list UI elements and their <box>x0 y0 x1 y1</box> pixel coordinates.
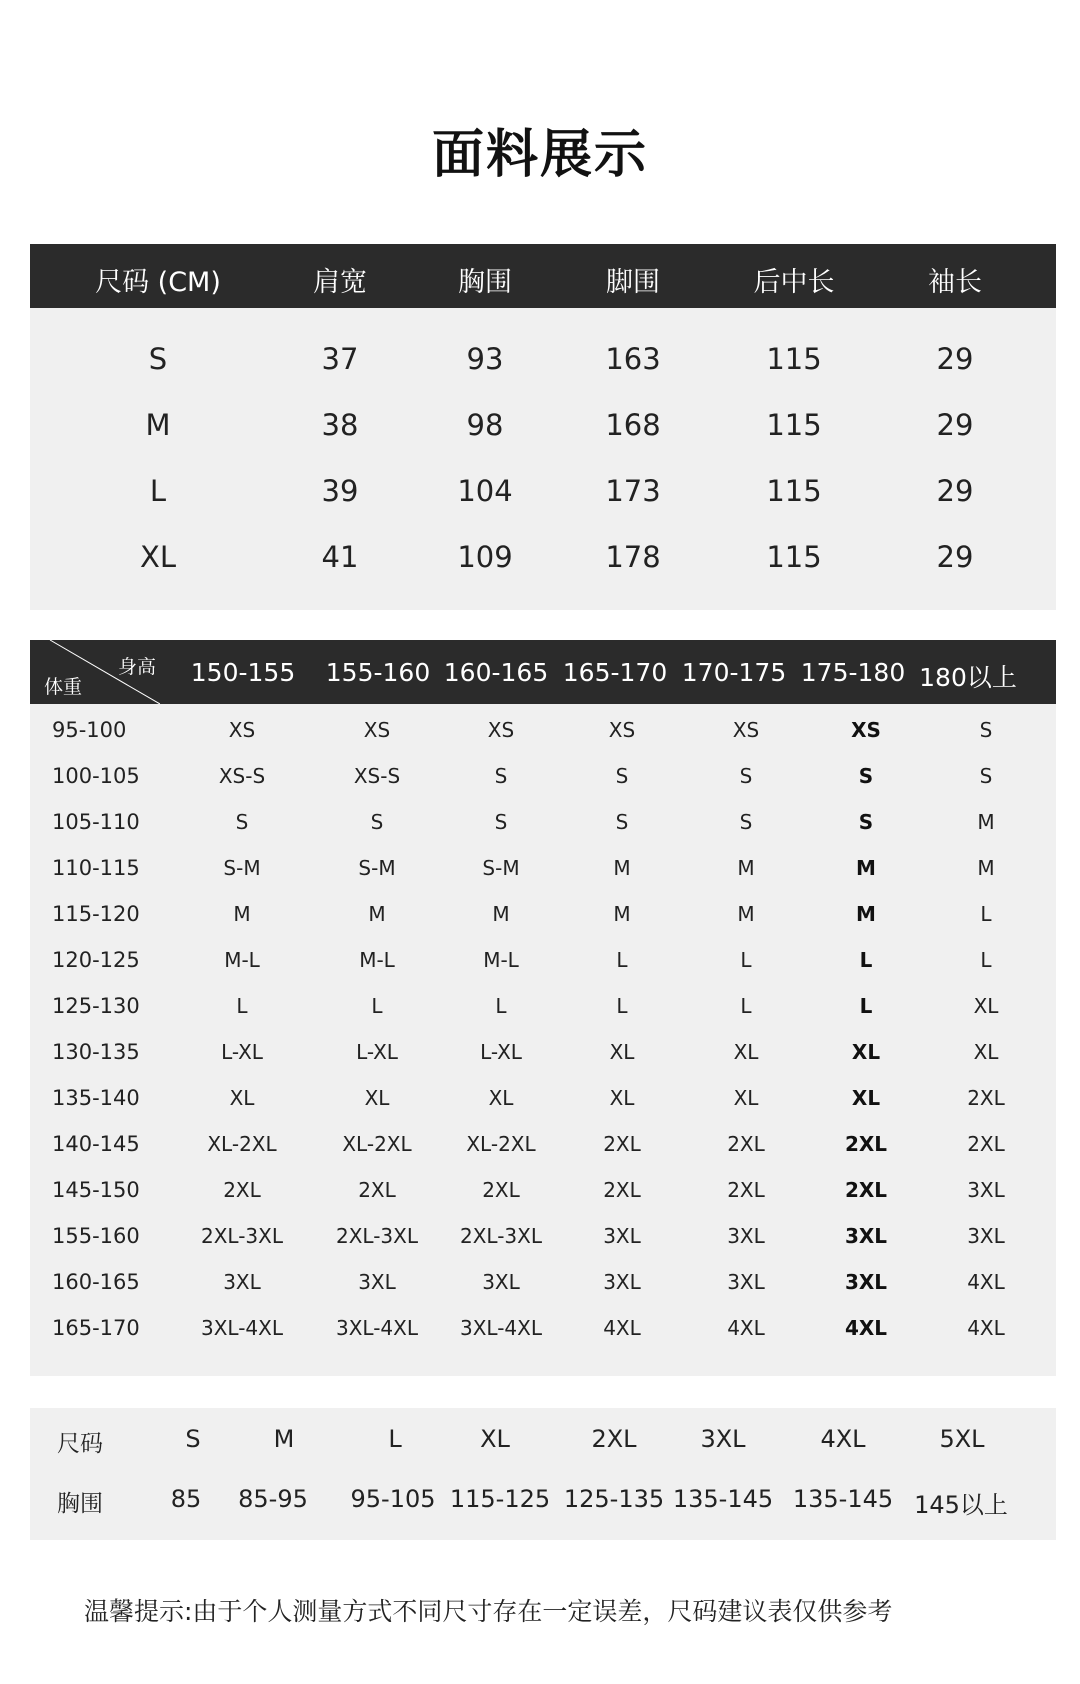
recommended-size-cell: 3XL-4XL <box>200 1316 284 1340</box>
recommended-size-cell: M-L <box>359 948 395 972</box>
chest-table-value: 95-105 <box>350 1485 436 1513</box>
recommended-size-cell: S <box>979 718 993 742</box>
recommended-size-cell: XL <box>973 1040 999 1064</box>
recommended-size-cell: XL <box>488 1086 514 1110</box>
fit-recommendation-table <box>30 640 1056 1376</box>
chest-table-size: 2XL <box>591 1425 637 1453</box>
recommended-size-cell: XS <box>487 718 515 742</box>
page-title: 面料展示 <box>431 125 648 185</box>
size-table-cell: 104 <box>457 474 513 508</box>
recommended-size-cell: 3XL <box>482 1270 520 1294</box>
size-table-cell: 115 <box>766 342 822 376</box>
fit-table-body <box>30 704 1056 1376</box>
recommended-size-cell: M <box>492 902 510 926</box>
chest-table-size: 3XL <box>700 1425 746 1453</box>
weight-range-label: 110-115 <box>52 856 140 880</box>
recommended-size-cell: S <box>739 810 753 834</box>
size-table-header-cell: 尺码 (CM) <box>95 267 221 298</box>
recommended-size-cell: XL <box>851 1086 881 1110</box>
recommended-size-cell: XL <box>364 1086 390 1110</box>
recommended-size-cell: 2XL-3XL <box>335 1224 419 1248</box>
recommended-size-cell: L <box>980 902 992 926</box>
weight-range-label: 130-135 <box>52 1040 140 1064</box>
recommended-size-cell: XL <box>973 994 999 1018</box>
fit-table-header <box>30 640 1056 704</box>
recommended-size-cell: 2XL <box>967 1132 1005 1156</box>
recommended-size-cell: M-L <box>224 948 260 972</box>
chest-table-size: 5XL <box>939 1425 985 1453</box>
recommended-size-cell: XS <box>363 718 391 742</box>
chest-table-value: 145以上 <box>914 1491 1008 1519</box>
recommended-size-cell: L <box>980 948 992 972</box>
recommended-size-cell: XL <box>733 1086 759 1110</box>
recommended-size-cell: 3XL <box>223 1270 261 1294</box>
size-table-body <box>30 308 1056 610</box>
recommended-size-cell: 4XL <box>603 1316 641 1340</box>
recommended-size-cell: 2XL <box>482 1178 520 1202</box>
recommended-size-cell: S <box>370 810 384 834</box>
weight-range-label: 135-140 <box>52 1086 140 1110</box>
recommended-size-cell: S <box>739 764 753 788</box>
recommended-size-cell: S <box>858 764 874 788</box>
chest-row-label: 胸围 <box>57 1491 103 1517</box>
recommended-size-cell: 2XL <box>844 1132 888 1156</box>
recommended-size-cell: L <box>859 994 873 1018</box>
size-table-cell: 115 <box>766 408 822 442</box>
weight-range-label: 125-130 <box>52 994 140 1018</box>
recommended-size-cell: S-M <box>223 856 261 880</box>
size-table-cell: 178 <box>605 540 661 574</box>
size-table-cell: 163 <box>605 342 661 376</box>
weight-range-label: 155-160 <box>52 1224 140 1248</box>
recommended-size-cell: XS-S <box>353 764 401 788</box>
size-table-cell: S <box>148 342 168 376</box>
recommended-size-cell: 4XL <box>967 1270 1005 1294</box>
recommended-size-cell: 2XL-3XL <box>200 1224 284 1248</box>
recommended-size-cell: 3XL <box>967 1178 1005 1202</box>
recommended-size-cell: L <box>616 948 628 972</box>
recommended-size-cell: L <box>495 994 507 1018</box>
size-table-header <box>30 244 1056 308</box>
recommended-size-cell: 2XL <box>727 1178 765 1202</box>
weight-range-label: 115-120 <box>52 902 140 926</box>
recommended-size-cell: M-L <box>483 948 519 972</box>
recommended-size-cell: 3XL-4XL <box>459 1316 543 1340</box>
recommended-size-cell: 3XL <box>967 1224 1005 1248</box>
recommended-size-cell: L <box>616 994 628 1018</box>
recommended-size-cell: XL <box>851 1040 881 1064</box>
recommended-size-cell: 3XL <box>727 1224 765 1248</box>
size-table-cell: 115 <box>766 540 822 574</box>
recommended-size-cell: 2XL-3XL <box>459 1224 543 1248</box>
size-table-cell: 98 <box>466 408 504 442</box>
recommended-size-cell: 2XL <box>727 1132 765 1156</box>
recommended-size-cell: L <box>740 948 752 972</box>
size-table-cell: 115 <box>766 474 822 508</box>
recommended-size-cell: L <box>740 994 752 1018</box>
recommended-size-cell: M <box>977 856 995 880</box>
size-table-header-cell: 后中长 <box>753 267 835 298</box>
weight-range-label: 100-105 <box>52 764 140 788</box>
recommended-size-cell: L <box>859 948 873 972</box>
recommended-size-cell: S <box>615 810 629 834</box>
size-table-cell: M <box>145 408 171 442</box>
recommended-size-cell: XS <box>732 718 760 742</box>
recommended-size-cell: 3XL <box>844 1270 888 1294</box>
size-table-cell: XL <box>139 540 177 574</box>
recommended-size-cell: XS <box>228 718 256 742</box>
size-table-cell: 29 <box>936 474 974 508</box>
recommended-size-cell: M <box>233 902 251 926</box>
size-table-cell: 37 <box>321 342 359 376</box>
size-table-cell: 93 <box>466 342 504 376</box>
recommended-size-cell: M <box>613 902 631 926</box>
size-table-header-cell: 袖长 <box>928 267 982 298</box>
recommended-size-cell: M <box>977 810 995 834</box>
recommended-size-cell: XS <box>851 718 881 742</box>
chest-table-value: 135-145 <box>672 1485 774 1513</box>
recommended-size-cell: XS-S <box>218 764 266 788</box>
size-table-cell: 29 <box>936 408 974 442</box>
chest-table-size: XL <box>480 1425 510 1453</box>
recommended-size-cell: M <box>737 902 755 926</box>
size-table-cell: 39 <box>321 474 359 508</box>
recommended-size-cell: M <box>856 856 876 880</box>
size-table-cell: 109 <box>457 540 513 574</box>
recommended-size-cell: S <box>858 810 874 834</box>
recommended-size-cell: L-XL <box>356 1040 398 1064</box>
recommended-size-cell: XL-2XL <box>466 1132 536 1156</box>
chest-table-value: 125-135 <box>563 1485 665 1513</box>
weight-range-label: 120-125 <box>52 948 140 972</box>
recommended-size-cell: XL-2XL <box>342 1132 412 1156</box>
recommended-size-cell: 3XL-4XL <box>335 1316 419 1340</box>
size-table-header-cell: 肩宽 <box>313 267 367 298</box>
recommended-size-cell: XL <box>609 1086 635 1110</box>
recommended-size-cell: S <box>494 810 508 834</box>
height-range-header: 165-170 <box>562 658 668 687</box>
recommended-size-cell: M <box>737 856 755 880</box>
size-table-cell: 41 <box>321 540 359 574</box>
recommended-size-cell: 3XL <box>727 1270 765 1294</box>
recommended-size-cell: M <box>856 902 876 926</box>
size-table-cell: 173 <box>605 474 661 508</box>
recommended-size-cell: L-XL <box>480 1040 522 1064</box>
size-table-header-cell: 胸围 <box>458 267 512 298</box>
recommended-size-cell: M <box>368 902 386 926</box>
recommended-size-cell: 4XL <box>727 1316 765 1340</box>
recommended-size-cell: L <box>236 994 248 1018</box>
recommended-size-cell: XL <box>229 1086 255 1110</box>
weight-range-label: 165-170 <box>52 1316 140 1340</box>
disclaimer-tip: 温馨提示:由于个人测量方式不同尺寸存在一定误差，尺码建议表仅供参考 <box>84 1597 893 1626</box>
chest-table-size: L <box>388 1425 402 1453</box>
size-table-header-cell: 脚围 <box>606 267 660 298</box>
recommended-size-cell: 4XL <box>844 1316 888 1340</box>
recommended-size-cell: 3XL <box>358 1270 396 1294</box>
chest-table-size: 4XL <box>820 1425 866 1453</box>
recommended-size-cell: 2XL <box>358 1178 396 1202</box>
weight-range-label: 145-150 <box>52 1178 140 1202</box>
weight-range-label: 160-165 <box>52 1270 140 1294</box>
chest-size-table <box>30 1408 1056 1540</box>
recommended-size-cell: 2XL <box>223 1178 261 1202</box>
size-table-cell: 29 <box>936 540 974 574</box>
chest-table-value: 85 <box>170 1485 202 1513</box>
weight-range-label: 95-100 <box>52 718 127 742</box>
size-table-cell: 38 <box>321 408 359 442</box>
recommended-size-cell: XS <box>608 718 636 742</box>
size-table-cell: 29 <box>936 342 974 376</box>
recommended-size-cell: S-M <box>358 856 396 880</box>
size-table-cell: 168 <box>605 408 661 442</box>
chest-table-value: 135-145 <box>792 1485 894 1513</box>
height-range-header: 155-160 <box>325 658 431 687</box>
weight-corner-label: 体重 <box>44 676 83 698</box>
size-measurement-table <box>30 244 1056 610</box>
recommended-size-cell: 3XL <box>844 1224 888 1248</box>
recommended-size-cell: S <box>494 764 508 788</box>
recommended-size-cell: L <box>371 994 383 1018</box>
recommended-size-cell: S <box>979 764 993 788</box>
recommended-size-cell: S <box>615 764 629 788</box>
recommended-size-cell: XL-2XL <box>207 1132 277 1156</box>
recommended-size-cell: 4XL <box>967 1316 1005 1340</box>
recommended-size-cell: 2XL <box>967 1086 1005 1110</box>
recommended-size-cell: 2XL <box>844 1178 888 1202</box>
chest-table-size: S <box>185 1425 201 1453</box>
size-table-cell: L <box>149 474 167 508</box>
recommended-size-cell: XL <box>609 1040 635 1064</box>
height-corner-label: 身高 <box>118 656 157 678</box>
recommended-size-cell: XL <box>733 1040 759 1064</box>
chest-table-size: M <box>273 1425 295 1453</box>
recommended-size-cell: M <box>613 856 631 880</box>
weight-range-label: 105-110 <box>52 810 140 834</box>
weight-range-label: 140-145 <box>52 1132 140 1156</box>
height-range-header: 160-165 <box>443 658 549 687</box>
recommended-size-cell: 3XL <box>603 1270 641 1294</box>
chest-table-value: 115-125 <box>449 1485 551 1513</box>
size-row-label: 尺码 <box>57 1431 103 1457</box>
recommended-size-cell: L-XL <box>221 1040 263 1064</box>
height-range-header: 175-180 <box>800 658 906 687</box>
height-range-header: 170-175 <box>681 658 787 687</box>
recommended-size-cell: 3XL <box>603 1224 641 1248</box>
height-range-header: 180以上 <box>919 663 1017 692</box>
chest-table-value: 85-95 <box>238 1485 308 1513</box>
height-range-header: 150-155 <box>190 658 296 687</box>
recommended-size-cell: S <box>235 810 249 834</box>
recommended-size-cell: 2XL <box>603 1132 641 1156</box>
recommended-size-cell: S-M <box>482 856 520 880</box>
recommended-size-cell: 2XL <box>603 1178 641 1202</box>
